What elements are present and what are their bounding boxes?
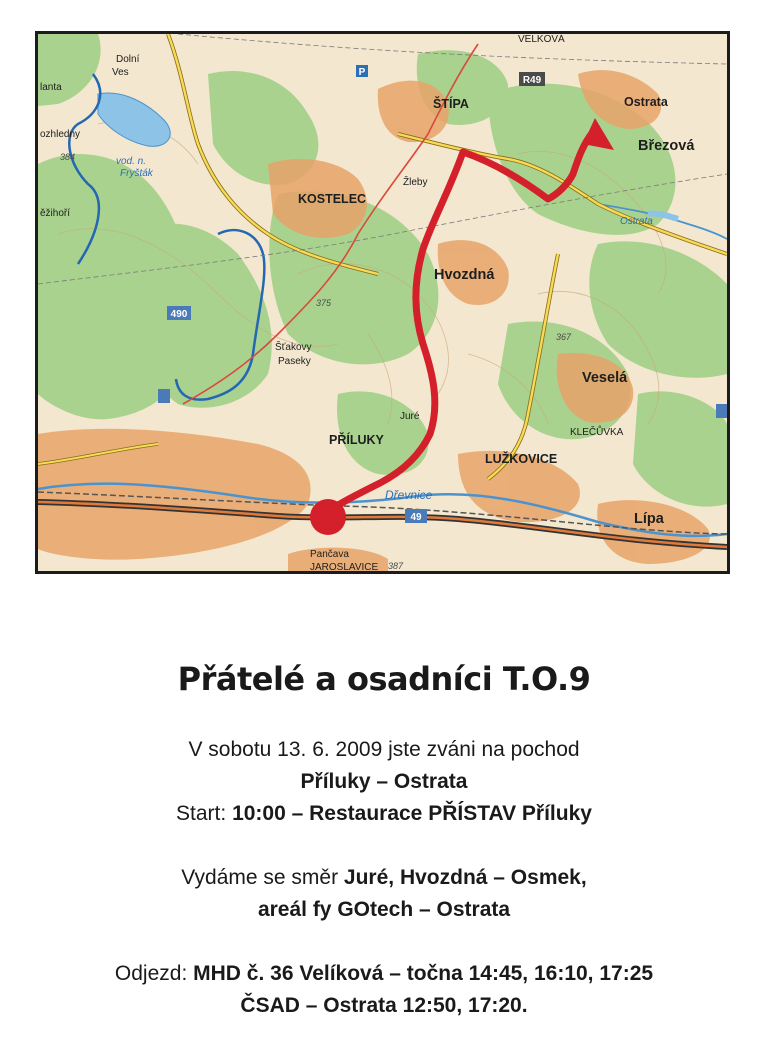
- svg-text:375: 375: [316, 298, 332, 308]
- invitation-departure: Odjezd: MHD č. 36 Velíková – točna 14:45, 16:10, 17:25: [114, 962, 654, 986]
- svg-text:PŘÍLUKY: PŘÍLUKY: [329, 433, 384, 447]
- invitation-start: Start: 10:00 – Restaurace PŘÍSTAV Příluky: [176, 802, 592, 826]
- route-map: [35, 31, 730, 574]
- svg-text:384: 384: [60, 152, 76, 162]
- svg-text:Paseky: Paseky: [278, 356, 311, 367]
- svg-text:490: 490: [170, 309, 188, 320]
- svg-text:Šťakovy: Šťakovy: [275, 342, 312, 353]
- svg-text:VELKOVÁ: VELKOVÁ: [518, 34, 565, 45]
- invitation-route: Vydáme se směr Juré, Hvozdná – Osmek,: [181, 866, 587, 890]
- svg-text:Juré: Juré: [400, 411, 420, 422]
- start-marker: [310, 499, 346, 535]
- invitation-line1: V sobotu 13. 6. 2009 jste zváni na pochod: [188, 738, 580, 762]
- svg-text:P: P: [358, 67, 366, 78]
- invitation-route-name: Příluky – Ostrata: [300, 770, 468, 794]
- invitation-route2: areál fy GOtech – Ostrata: [257, 898, 511, 922]
- svg-text:Dřevnice: Dřevnice: [385, 488, 433, 502]
- map-canvas: [38, 34, 727, 571]
- svg-text:Fryšták: Fryšták: [120, 168, 153, 179]
- svg-text:Ostrata: Ostrata: [624, 95, 668, 109]
- svg-text:KOSTELEC: KOSTELEC: [298, 192, 367, 206]
- svg-text:49: 49: [410, 512, 422, 523]
- svg-text:ěžihoří: ěžihoří: [40, 208, 71, 219]
- svg-text:KLEČŮVKA: KLEČŮVKA: [570, 427, 624, 438]
- svg-text:Veselá: Veselá: [582, 370, 628, 386]
- invitation-text: [0, 650, 768, 1022]
- invitation-departure2: ČSAD – Ostrata 12:50, 17:20.: [240, 994, 528, 1018]
- svg-text:Březová: Březová: [638, 138, 695, 154]
- svg-text:ozhledny: ozhledny: [40, 129, 81, 140]
- svg-text:R49: R49: [522, 75, 542, 86]
- svg-text:Žleby: Žleby: [403, 177, 428, 188]
- svg-text:367: 367: [556, 332, 572, 342]
- invitation-title: Přátelé a osadníci T.O.9: [177, 660, 591, 698]
- svg-text:JAROSLAVICE: JAROSLAVICE: [310, 562, 379, 571]
- svg-text:Ostrata: Ostrata: [620, 216, 653, 227]
- svg-text:Pančava: Pančava: [310, 549, 349, 560]
- svg-text:ŠTÍPA: ŠTÍPA: [433, 97, 469, 111]
- svg-text:LUŽKOVICE: LUŽKOVICE: [485, 452, 558, 466]
- svg-text:Ves: Ves: [112, 67, 129, 78]
- svg-text:Lípa: Lípa: [634, 511, 664, 527]
- svg-text:Dolní: Dolní: [116, 54, 140, 65]
- svg-text:Hvozdná: Hvozdná: [434, 267, 495, 283]
- svg-text:387: 387: [388, 561, 404, 571]
- svg-text:lanta: lanta: [40, 82, 62, 93]
- svg-text:vod. n.: vod. n.: [116, 156, 147, 167]
